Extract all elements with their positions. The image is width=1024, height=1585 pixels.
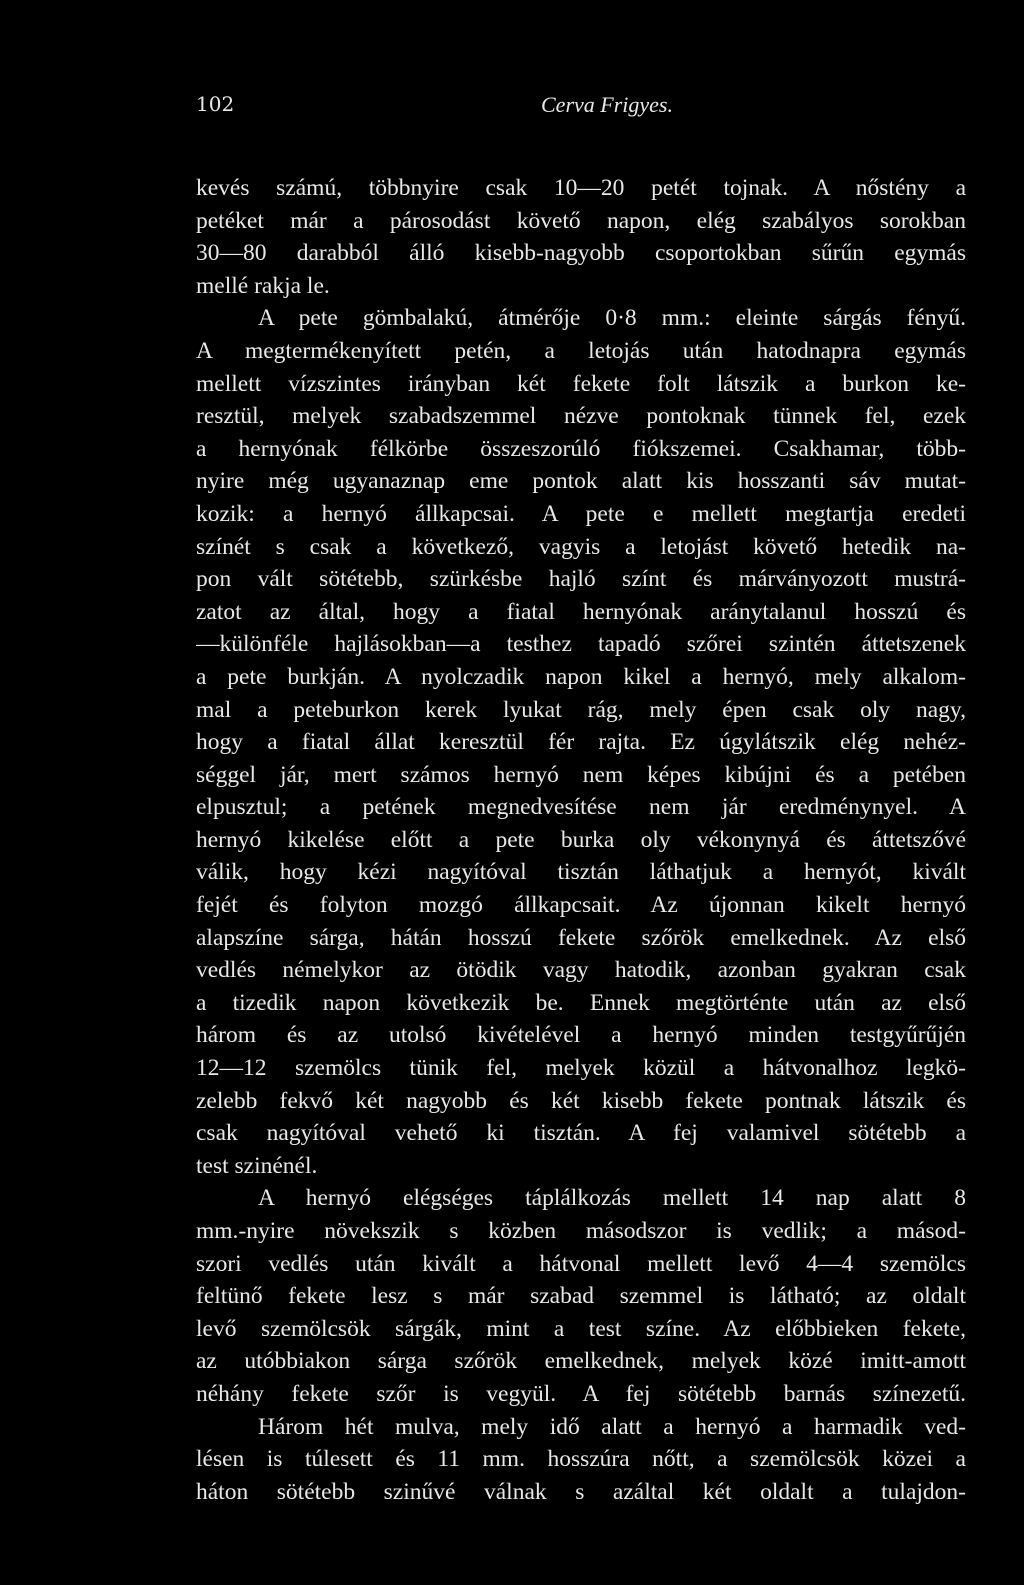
text-line: zelebb fekvő két nagyobb és két kisebb fekete pontnak látszik és: [196, 1087, 966, 1114]
running-title: Cerva Frigyes.: [541, 92, 673, 117]
text-line: resztül, melyek szabadszemmel nézve pontoknak tünnek fel, ezek: [196, 403, 966, 430]
text-line: 12—12 szemölcs tünik fel, melyek közül a hátvonalhoz legkö-: [196, 1055, 966, 1082]
page-number: 102: [196, 92, 235, 116]
text-line: a tizedik napon következik be. Ennek megtörténte után az első: [196, 989, 966, 1016]
text-line: 30—80 darabból álló kisebb-nagyobb csoportokban sűrűn egymás: [196, 240, 966, 267]
text-line: séggel jár, mert számos hernyó nem képes kibújni és a petében: [196, 761, 966, 788]
text-line: a pete burkján. A nyolczadik napon kikel a hernyó, mely alkalom-: [196, 663, 966, 690]
text-line: csak nagyítóval vehető ki tisztán. A fej valamivel sötétebb a: [196, 1120, 966, 1147]
body-text: [196, 172, 966, 1508]
text-line: —különféle hajlásokban—a testhez tapadó szőrei szintén áttetszenek: [196, 631, 966, 658]
text-line: kozik: a hernyó állkapcsai. A pete e mellett megtartja eredeti: [196, 500, 966, 527]
text-line: mal a peteburkon kerek lyukat rág, mely épen csak oly nagy,: [196, 696, 966, 723]
text-line: az utóbbiakon sárga szőrök emelkednek, melyek közé imitt-amott: [196, 1348, 966, 1375]
text-line: zatot az által, hogy a fiatal hernyónak aránytalanul hosszú és: [196, 598, 966, 625]
text-line: A megtermékenyített petén, a letojás után hatodnapra egymás: [196, 337, 966, 364]
text-line: test szinénél.: [196, 1152, 318, 1179]
text-line: pon vált sötétebb, szürkésbe hajló színt és márványozott mustrá-: [196, 566, 966, 593]
text-line: vedlés némelykor az ötödik vagy hatodik, azonban gyakran csak: [196, 957, 966, 984]
text-line: elpusztul; a petének megnedvesítése nem jár eredménynyel. A: [196, 794, 966, 821]
text-line: szori vedlés után kivált a hátvonal mellett levő 4—4 szemölcs: [196, 1250, 966, 1277]
text-line: néhány fekete szőr is vegyül. A fej sötétebb barnás színezetű.: [196, 1380, 966, 1407]
text-line: mellett vízszintes irányban két fekete folt látszik a burkon ke-: [196, 370, 966, 397]
text-line: három és az utolsó kivételével a hernyó minden testgyűrűjén: [196, 1022, 966, 1049]
text-line: A pete gömbalakú, átmérője 0·8 mm.: eleinte sárgás fényű.: [258, 305, 966, 332]
text-line: mm.-nyire növekszik s közben másodszor is vedlik; a másod-: [196, 1218, 966, 1244]
running-head: [196, 92, 966, 122]
text-line: a hernyónak félkörbe összeszorúló fiókszemei. Csakhamar, több-: [196, 435, 966, 462]
text-line: kevés számú, többnyire csak 10—20 petét tojnak. A nőstény a: [196, 175, 966, 201]
text-line: A hernyó elégséges táplálkozás mellett 14 nap alatt 8: [258, 1185, 966, 1212]
text-line: válik, hogy kézi nagyítóval tisztán láthatjuk a hernyót, kivált: [196, 859, 966, 886]
text-line: hogy a fiatal állat keresztül fér rajta. Ez úgylátszik elég nehéz-: [196, 729, 966, 756]
text-line: levő szemölcsök sárgák, mint a test színe. Az előbbieken fekete,: [196, 1315, 966, 1342]
text-line: alapszíne sárga, hátán hosszú fekete szőrök emelkednek. Az első: [196, 924, 966, 951]
text-line: színét s csak a következő, vagyis a letojást követő hetedik na-: [196, 533, 966, 560]
text-line: feltünő fekete lesz s már szabad szemmel is látható; az oldalt: [196, 1283, 966, 1310]
text-line: háton sötétebb szinűvé válnak s azáltal két oldalt a tulajdon-: [196, 1478, 966, 1505]
text-line: nyire még ugyanaznap eme pontok alatt kis hosszanti sáv mutat-: [196, 468, 966, 495]
text-line: mellé rakja le.: [196, 272, 330, 299]
text-line: lésen is túlesett és 11 mm. hosszúra nőtt, a szemölcsök közei a: [196, 1446, 966, 1473]
text-line: hernyó kikelése előtt a pete burka oly vékonynyá és áttetszővé: [196, 826, 966, 853]
text-line: Három hét mulva, mely idő alatt a hernyó a harmadik ved-: [258, 1413, 966, 1440]
text-line: petéket már a párosodást követő napon, elég szabályos sorokban: [196, 207, 966, 234]
text-line: fejét és folyton mozgó állkapcsait. Az újonnan kikelt hernyó: [196, 892, 966, 919]
